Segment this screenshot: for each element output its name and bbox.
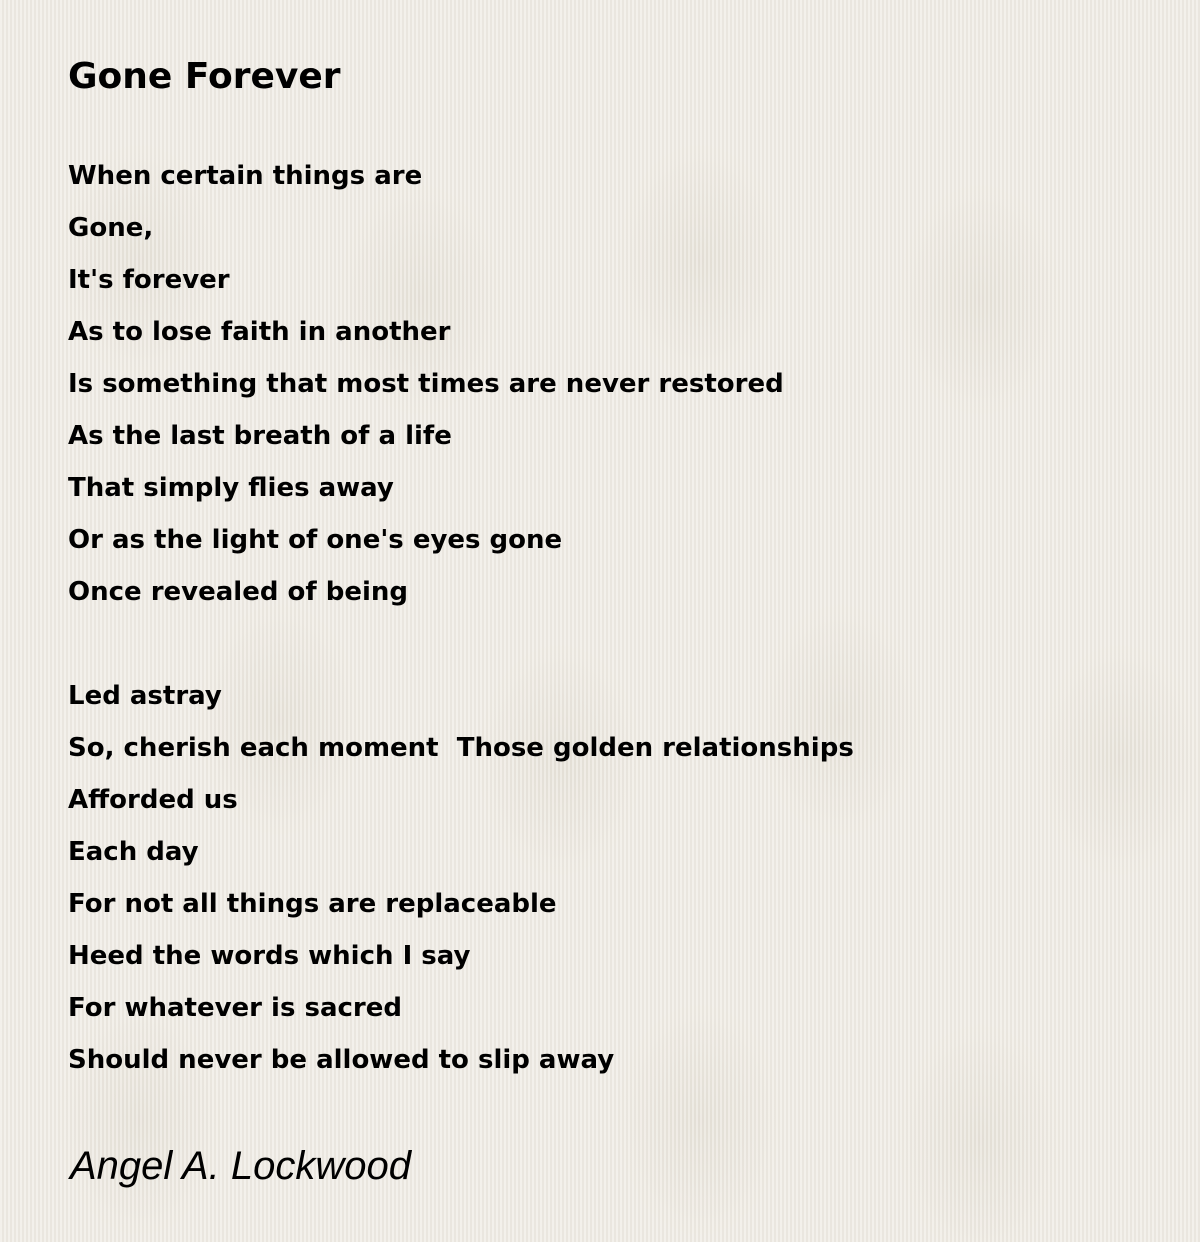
poem-line: When certain things are (68, 161, 423, 191)
poem-line: Should never be allowed to slip away (68, 1045, 615, 1075)
poem-line: Each day (68, 837, 199, 867)
poem-line: For not all things are replaceable (68, 889, 557, 919)
poem-line: Afforded us (68, 785, 238, 815)
stanza-break (68, 618, 854, 670)
poem-line: As to lose faith in another (68, 317, 451, 347)
poem-title: Gone Forever (68, 56, 341, 97)
poem-line: That simply flies away (68, 473, 394, 503)
poem-line: Once revealed of being (68, 577, 409, 607)
poem-line: For whatever is sacred (68, 993, 402, 1023)
poem-body (68, 150, 854, 1086)
poem-line: So, cherish each moment Those golden relationships (68, 733, 854, 763)
poem-line: Or as the light of one's eyes gone (68, 525, 563, 555)
poem-line: It's forever (68, 265, 230, 295)
poem-line: Is something that most times are never restored (68, 369, 784, 399)
poem-line: Led astray (68, 681, 222, 711)
poem-line: Gone, (68, 213, 154, 243)
poem-line: Heed the words which I say (68, 941, 471, 971)
poem-author: Angel A. Lockwood (70, 1144, 411, 1188)
poem-line: As the last breath of a life (68, 421, 452, 451)
